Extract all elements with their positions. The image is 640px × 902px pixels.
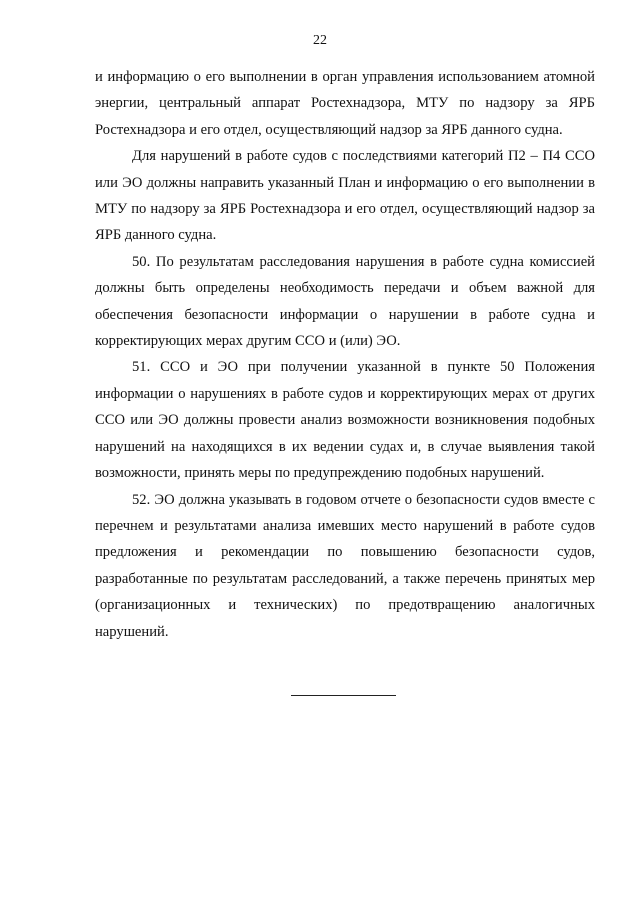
paragraph-continuation: и информацию о его выполнении в орган управления использованием атомной энергии, центральный аппарат Ростехнадзора, МТУ по надзору за ЯРБ Ростехнадзора и его отдел, осуществляющий надзор за ЯРБ данного судна. <box>95 69 595 138</box>
end-of-text-rule <box>291 695 396 696</box>
paragraph-p2-p4-categories: Для нарушений в работе судов с последствиями категорий П2 – П4 ССО или ЭО должны направить указанный План и информацию о его выполнении в МТУ по надзору за ЯРБ Ростехнадзора и его отдел, осуществляющий надзор за ЯРБ данного судна. <box>95 148 595 244</box>
paragraph-item-51: 51. ССО и ЭО при получении указанной в пункте 50 Положения информации о нарушениях в работе судов и корректирующих мерах от других ССО или ЭО должны провести анализ возможности возникновения подобных нарушений на находящихся в их ведении судах и, в случае выявления такой возможности, принять меры по предупреждению подобных нарушений. <box>95 359 595 482</box>
paragraph-item-52: 52. ЭО должна указывать в годовом отчете о безопасности судов вместе с перечнем и результатами анализа имевших место нарушений в работе судов предложения и рекомендации по повышению безопасности судов, разработанные по результатам расследований, а также перечень принятых мер (организационных и технических) по предотвращению аналогичных нарушений. <box>95 491 595 640</box>
paragraph-item-50: 50. По результатам расследования нарушения в работе судна комиссией должны быть определены необходимость передачи и объем важной для обеспечения безопасности информации о нарушении в работе судна и корректирующих мерах другим ССО и (или) ЭО. <box>95 253 595 350</box>
page-number: 22 <box>313 33 327 48</box>
document-body <box>95 64 595 645</box>
